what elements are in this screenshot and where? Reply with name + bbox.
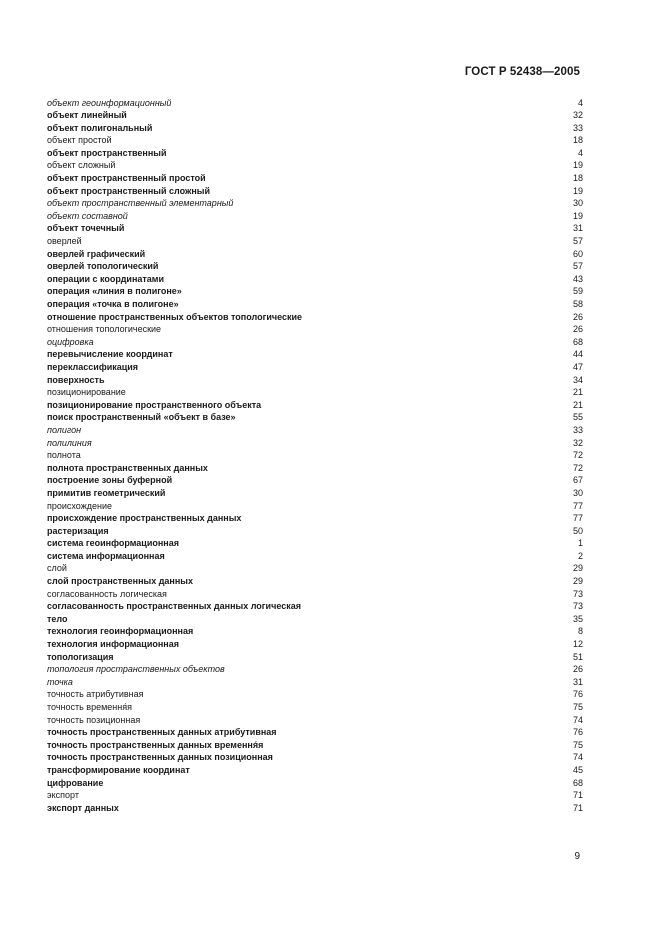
index-term: примитив геометрический	[47, 487, 166, 498]
index-entry	[47, 663, 583, 676]
index-page-ref: 74	[572, 752, 583, 763]
index-term: отношение пространственных объектов топологические	[47, 311, 303, 322]
index-entry	[47, 399, 583, 412]
index-term: точность пространственных данных времення́я	[47, 739, 264, 750]
index-term: объект полигональный	[47, 122, 153, 133]
index-page-ref: 2	[577, 550, 583, 561]
index-page-ref: 18	[572, 173, 583, 184]
index-entry	[47, 500, 583, 513]
index-page-ref: 74	[572, 714, 583, 725]
index-entry	[47, 222, 583, 235]
index-entry	[47, 789, 583, 802]
index-page-ref: 19	[572, 185, 583, 196]
index-page-ref: 68	[572, 336, 583, 347]
index-entry	[47, 374, 583, 387]
index-term: точность атрибутивная	[47, 689, 144, 700]
index-entry	[47, 122, 583, 135]
index-term: объект точечный	[47, 223, 125, 234]
index-page-ref: 71	[572, 790, 583, 801]
index-page-ref: 1	[577, 538, 583, 549]
index-entry	[47, 550, 583, 563]
index-term: система геоинформационная	[47, 538, 179, 549]
index-entry	[47, 197, 583, 210]
index-entry	[47, 260, 583, 273]
index-entry	[47, 802, 583, 815]
index-term: топология пространственных объектов	[47, 664, 225, 675]
index-page-ref: 67	[572, 475, 583, 486]
index-entry	[47, 638, 583, 651]
index-entry	[47, 323, 583, 336]
index-page-ref: 31	[572, 676, 583, 687]
index-page-ref: 34	[572, 374, 583, 385]
index-term: согласованность пространственных данных логическая	[47, 601, 301, 612]
index-page-ref: 8	[577, 626, 583, 637]
document-code: ГОСТ Р 52438—2005	[464, 66, 580, 78]
index-entry	[47, 134, 583, 147]
index-entry	[47, 311, 583, 324]
index-page-ref: 72	[572, 450, 583, 461]
index-entry	[47, 159, 583, 172]
index-page-ref: 21	[572, 399, 583, 410]
index-term: тело	[47, 613, 68, 624]
index-entry	[47, 437, 583, 450]
index-entry	[47, 449, 583, 462]
index-term: объект пространственный элементарный	[47, 198, 234, 209]
index-entry	[47, 147, 583, 160]
index-term: построение зоны буферной	[47, 475, 173, 486]
index-page-ref: 33	[572, 424, 583, 435]
index-page-ref: 71	[572, 802, 583, 813]
index-entry	[47, 487, 583, 500]
index-entry	[47, 739, 583, 752]
index-term: объект линейный	[47, 110, 127, 121]
index-page-ref: 4	[577, 97, 583, 108]
index-term: операция «линия в полигоне»	[47, 286, 182, 297]
index-term: технология информационная	[47, 639, 179, 650]
index-term: оверлей	[47, 236, 82, 247]
index-page-ref: 32	[572, 110, 583, 121]
index-page-ref: 18	[572, 135, 583, 146]
index-page-ref: 21	[572, 387, 583, 398]
index-entry	[47, 185, 583, 198]
index-entry	[47, 613, 583, 626]
index-entry	[47, 764, 583, 777]
index-page-ref: 55	[572, 412, 583, 423]
index-page-ref: 19	[572, 210, 583, 221]
index-page-ref: 50	[572, 525, 583, 536]
index-entry	[47, 562, 583, 575]
index-entry	[47, 298, 583, 311]
index-term: точность пространственных данных атрибутивная	[47, 727, 277, 738]
index-term: оверлей топологический	[47, 261, 159, 272]
index-page-ref: 73	[572, 588, 583, 599]
index-page-ref: 32	[572, 437, 583, 448]
index-entry	[47, 411, 583, 424]
index-entry	[47, 386, 583, 399]
index-term: объект пространственный сложный	[47, 185, 211, 196]
index-page-ref: 31	[572, 223, 583, 234]
index-term: поиск пространственный «объект в базе»	[47, 412, 236, 423]
page-number: 9	[574, 851, 580, 862]
index-page-ref: 44	[572, 349, 583, 360]
index-term: операции с координатами	[47, 273, 164, 284]
index-term: происхождение пространственных данных	[47, 513, 242, 524]
index-term: топологизация	[47, 651, 114, 662]
index-term: переклассификация	[47, 361, 139, 372]
index-page-ref: 19	[572, 160, 583, 171]
index-page-ref: 77	[572, 513, 583, 524]
term-index-list	[47, 97, 583, 815]
index-entry	[47, 248, 583, 261]
index-page-ref: 72	[572, 462, 583, 473]
index-entry	[47, 600, 583, 613]
index-term: растеризация	[47, 525, 109, 536]
index-page-ref: 30	[572, 487, 583, 498]
index-entry	[47, 172, 583, 185]
index-page-ref: 33	[572, 122, 583, 133]
index-page-ref: 47	[572, 361, 583, 372]
index-page-ref: 12	[572, 639, 583, 650]
index-term: полилиния	[47, 437, 92, 448]
index-page-ref: 29	[572, 576, 583, 587]
index-page-ref: 26	[572, 311, 583, 322]
index-entry	[47, 625, 583, 638]
index-page-ref: 68	[572, 777, 583, 788]
index-entry	[47, 537, 583, 550]
index-term: позиционирование	[47, 387, 126, 398]
index-entry	[47, 361, 583, 374]
index-page-ref: 59	[572, 286, 583, 297]
index-entry	[47, 701, 583, 714]
index-term: точка	[47, 676, 73, 687]
index-entry	[47, 348, 583, 361]
index-entry	[47, 336, 583, 349]
index-page-ref: 77	[572, 500, 583, 511]
index-term: объект геоинформационный	[47, 97, 172, 108]
index-entry	[47, 726, 583, 739]
index-entry	[47, 512, 583, 525]
index-term: полнота пространственных данных	[47, 462, 208, 473]
index-page-ref: 26	[572, 324, 583, 335]
index-page-ref: 60	[572, 248, 583, 259]
index-entry	[47, 588, 583, 601]
index-entry	[47, 109, 583, 122]
index-entry	[47, 777, 583, 790]
index-term: отношения топологические	[47, 324, 162, 335]
index-term: объект простой	[47, 135, 112, 146]
index-page-ref: 4	[577, 147, 583, 158]
index-term: объект составной	[47, 210, 128, 221]
index-term: цифрование	[47, 777, 104, 788]
index-page-ref: 26	[572, 664, 583, 675]
index-page-ref: 57	[572, 261, 583, 272]
index-term: операция «точка в полигоне»	[47, 299, 179, 309]
index-page-ref: 45	[572, 764, 583, 775]
index-term: полигон	[47, 424, 82, 435]
index-term: слой	[47, 563, 67, 574]
index-term: технология геоинформационная	[47, 626, 194, 637]
index-term: происхождение	[47, 500, 112, 511]
index-page-ref: 35	[572, 613, 583, 624]
index-entry	[47, 97, 583, 110]
index-term: перевычисление координат	[47, 349, 173, 360]
index-term: позиционирование пространственного объекта	[47, 399, 262, 410]
index-page-ref: 43	[572, 273, 583, 284]
index-term: согласованность логическая	[47, 588, 167, 599]
index-term: система информационная	[47, 550, 165, 561]
index-page-ref: 58	[572, 299, 583, 309]
index-entry	[47, 235, 583, 248]
index-term: поверхность	[47, 374, 105, 385]
index-page-ref: 73	[572, 601, 583, 612]
index-term: экспорт данных	[47, 802, 119, 813]
index-entry	[47, 285, 583, 298]
index-term: точность позиционная	[47, 714, 141, 725]
index-page-ref: 76	[572, 689, 583, 700]
index-entry	[47, 210, 583, 223]
index-page-ref: 75	[572, 702, 583, 712]
index-entry	[47, 525, 583, 538]
index-entry	[47, 714, 583, 727]
index-page-ref: 75	[572, 739, 583, 750]
index-term: точность времення́я	[47, 702, 132, 712]
index-page-ref: 51	[572, 651, 583, 662]
index-page-ref: 30	[572, 198, 583, 209]
index-entry	[47, 575, 583, 588]
index-entry	[47, 462, 583, 475]
index-entry	[47, 474, 583, 487]
index-entry	[47, 651, 583, 664]
index-term: трансформирование координат	[47, 764, 190, 775]
index-term: оверлей графический	[47, 248, 146, 259]
index-entry	[47, 751, 583, 764]
index-entry	[47, 676, 583, 689]
index-term: оцифровка	[47, 336, 94, 347]
index-term: полнота	[47, 450, 81, 461]
index-term: объект сложный	[47, 160, 116, 171]
index-term: экспорт	[47, 790, 79, 801]
index-page-ref: 76	[572, 727, 583, 738]
index-term: объект пространственный простой	[47, 173, 206, 184]
index-entry	[47, 688, 583, 701]
index-entry	[47, 273, 583, 286]
index-page-ref: 57	[572, 236, 583, 247]
index-page-ref: 29	[572, 563, 583, 574]
index-entry	[47, 424, 583, 437]
index-term: точность пространственных данных позиционная	[47, 752, 273, 763]
index-term: объект пространственный	[47, 147, 167, 158]
index-term: слой пространственных данных	[47, 576, 193, 587]
